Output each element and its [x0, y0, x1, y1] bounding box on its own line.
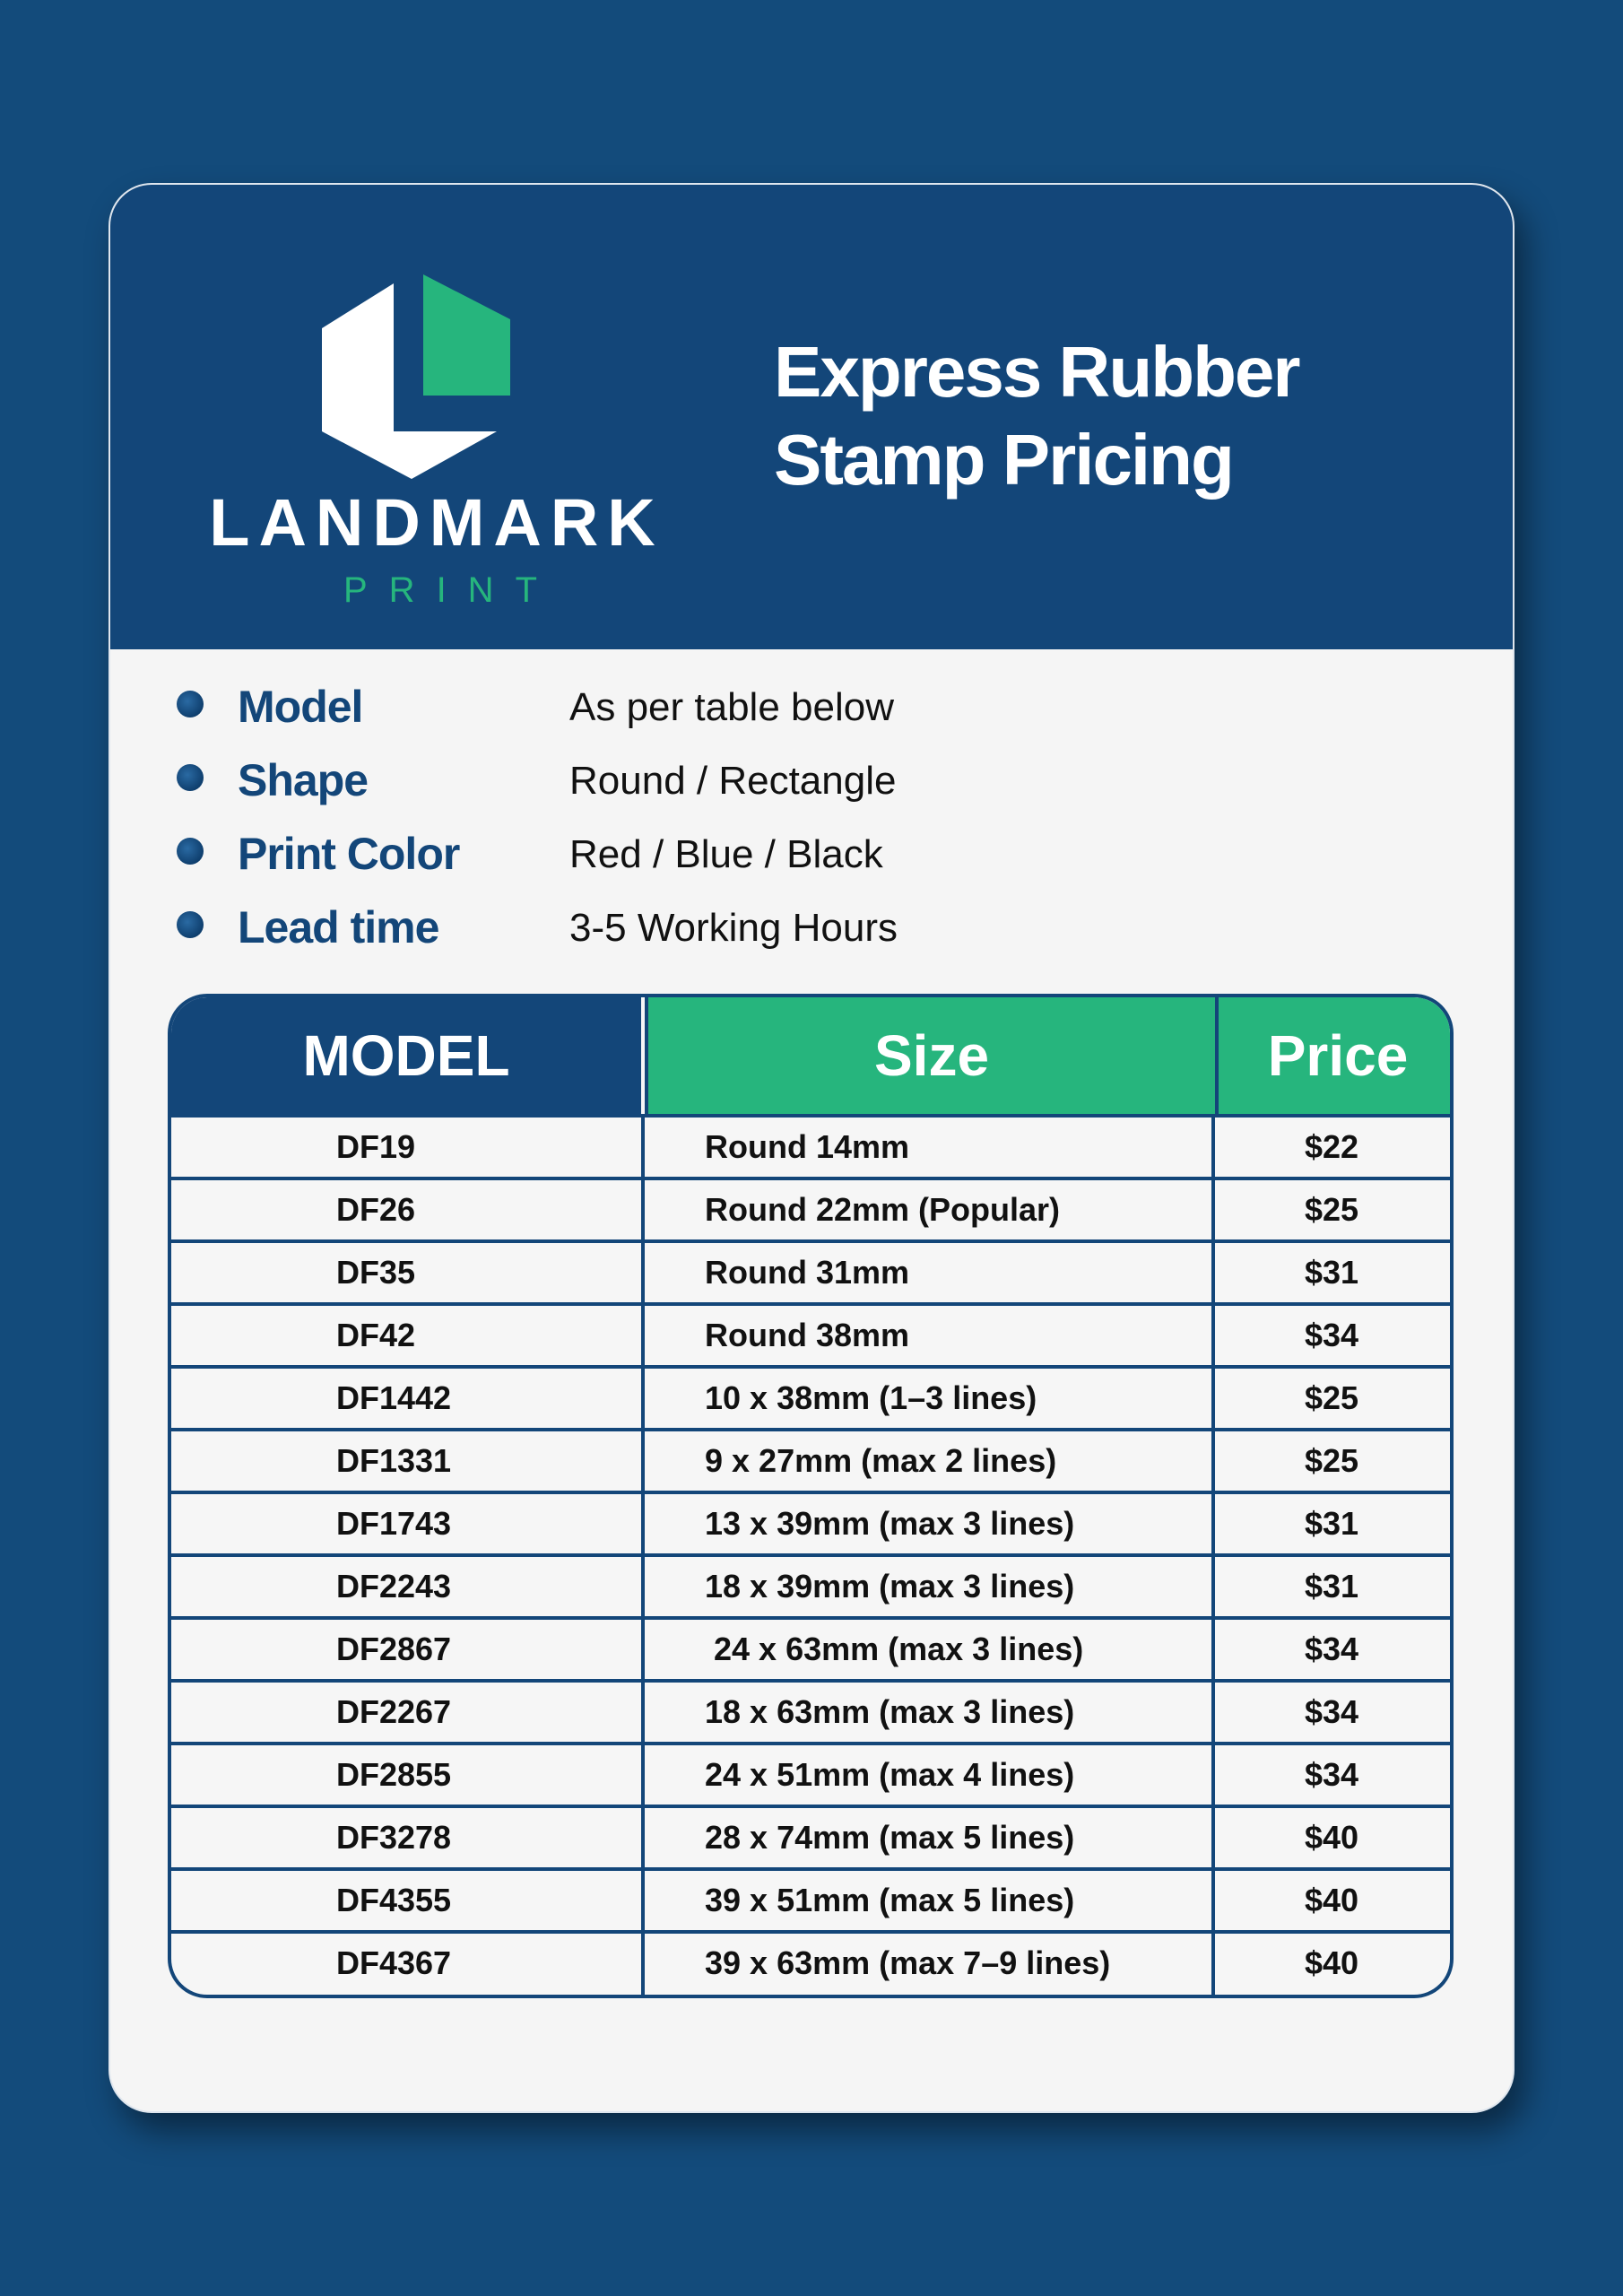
cell-price: $25 — [1305, 1379, 1359, 1416]
cell-size: 18 x 63mm (max 3 lines) — [705, 1693, 1075, 1730]
table-row — [171, 1114, 1450, 1177]
cell-size: Round 38mm — [705, 1317, 910, 1353]
header-price: Price — [1215, 997, 1454, 1114]
cell-model: DF3278 — [336, 1819, 452, 1856]
cell-size: Round 31mm — [705, 1254, 910, 1291]
spec-label: Print Color — [238, 829, 460, 879]
cell-model: DF35 — [336, 1254, 416, 1291]
landmark-logo-icon — [313, 274, 510, 490]
brand-subname: PRINT — [343, 570, 559, 610]
cell-price: $40 — [1305, 1882, 1359, 1918]
cell-price: $31 — [1305, 1254, 1359, 1291]
cell-price: $34 — [1305, 1317, 1359, 1353]
cell-model: DF1743 — [336, 1505, 452, 1542]
spec-item-shape — [166, 743, 1421, 816]
spec-value: Round / Rectangle — [569, 759, 897, 803]
cell-model: DF4367 — [336, 1944, 452, 1981]
cell-size: 10 x 38mm (1–3 lines) — [705, 1379, 1037, 1416]
spec-item-model — [166, 669, 1421, 743]
column-divider — [1211, 1114, 1215, 1995]
spec-list — [166, 669, 1421, 963]
bullet-icon — [177, 911, 204, 938]
cell-price: $31 — [1305, 1505, 1359, 1542]
cell-size: Round 14mm — [705, 1128, 910, 1165]
table-row — [171, 1491, 1450, 1553]
title-line-1: Express Rubber — [774, 332, 1299, 412]
cell-model: DF26 — [336, 1191, 416, 1228]
cell-model: DF4355 — [336, 1882, 452, 1918]
card-header — [110, 185, 1513, 649]
spec-value: Red / Blue / Black — [569, 832, 883, 876]
cell-size: 24 x 63mm (max 3 lines) — [705, 1631, 1084, 1667]
cell-size: 18 x 39mm (max 3 lines) — [705, 1568, 1075, 1605]
table-row — [171, 1239, 1450, 1302]
cell-model: DF2855 — [336, 1756, 452, 1793]
spec-value: As per table below — [569, 685, 894, 729]
cell-price: $34 — [1305, 1631, 1359, 1667]
cell-model: DF2267 — [336, 1693, 452, 1730]
cell-price: $34 — [1305, 1756, 1359, 1793]
cell-price: $34 — [1305, 1693, 1359, 1730]
spec-item-lead-time — [166, 890, 1421, 963]
spec-label: Model — [238, 682, 363, 732]
pricing-card — [108, 183, 1515, 2113]
table-body — [171, 1114, 1450, 1993]
column-divider — [641, 1114, 645, 1995]
spec-value: 3-5 Working Hours — [569, 906, 898, 950]
cell-size: 9 x 27mm (max 2 lines) — [705, 1442, 1057, 1479]
title-line-2: Stamp Pricing — [774, 420, 1233, 500]
cell-size: 24 x 51mm (max 4 lines) — [705, 1756, 1075, 1793]
price-table — [168, 994, 1454, 1998]
spec-item-print-color — [166, 816, 1421, 890]
table-row — [171, 1805, 1450, 1867]
table-row — [171, 1867, 1450, 1930]
table-row — [171, 1177, 1450, 1239]
cell-price: $22 — [1305, 1128, 1359, 1165]
table-row — [171, 1428, 1450, 1491]
header-model: MODEL — [171, 997, 641, 1114]
cell-size: 39 x 51mm (max 5 lines) — [705, 1882, 1075, 1918]
page-title — [774, 328, 1473, 504]
cell-price: $25 — [1305, 1191, 1359, 1228]
table-row — [171, 1742, 1450, 1805]
table-header — [171, 997, 1450, 1114]
cell-model: DF1331 — [336, 1442, 452, 1479]
cell-size: 28 x 74mm (max 5 lines) — [705, 1819, 1075, 1856]
brand-name: LANDMARK — [209, 485, 664, 560]
cell-price: $31 — [1305, 1568, 1359, 1605]
spec-label: Lead time — [238, 902, 439, 952]
cell-price: $40 — [1305, 1819, 1359, 1856]
cell-model: DF19 — [336, 1128, 416, 1165]
table-row — [171, 1365, 1450, 1428]
spec-label: Shape — [238, 755, 369, 805]
cell-model: DF1442 — [336, 1379, 452, 1416]
table-row — [171, 1616, 1450, 1679]
cell-size: Round 22mm (Popular) — [705, 1191, 1061, 1228]
bullet-icon — [177, 838, 204, 865]
bullet-icon — [177, 691, 204, 718]
cell-model: DF42 — [336, 1317, 416, 1353]
cell-size: 13 x 39mm (max 3 lines) — [705, 1505, 1075, 1542]
cell-price: $40 — [1305, 1944, 1359, 1981]
cell-price: $25 — [1305, 1442, 1359, 1479]
table-row — [171, 1553, 1450, 1616]
table-row — [171, 1302, 1450, 1365]
table-row — [171, 1679, 1450, 1742]
cell-model: DF2867 — [336, 1631, 452, 1667]
cell-size: 39 x 63mm (max 7–9 lines) — [705, 1944, 1111, 1981]
bullet-icon — [177, 764, 204, 791]
header-size: Size — [645, 997, 1215, 1114]
cell-model: DF2243 — [336, 1568, 452, 1605]
table-row — [171, 1930, 1450, 1993]
